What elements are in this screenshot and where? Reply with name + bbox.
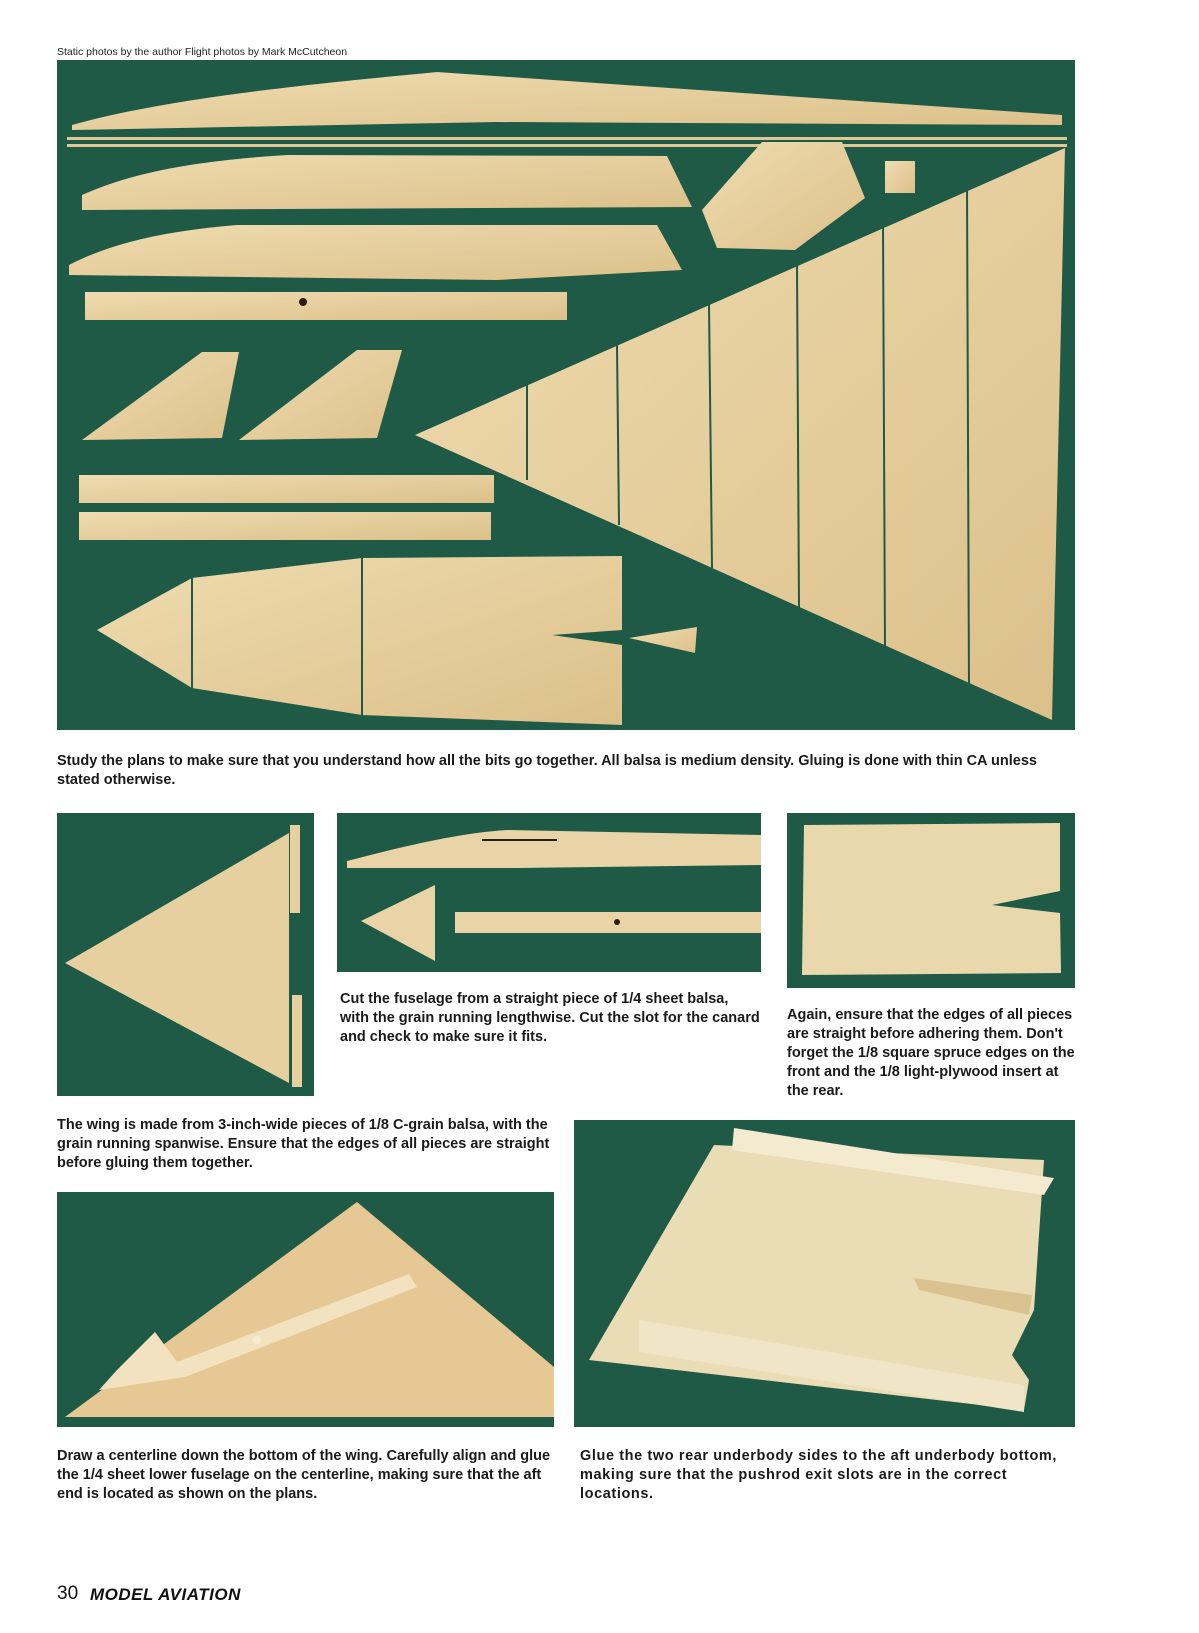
- caption-edges: Again, ensure that the edges of all pieces are straight before adhering them. Don't forget the 1/8 square spruce edges on the front and the 1/8 light-plywood insert at the rear.: [787, 1007, 1075, 1099]
- wing-edges-photo: [57, 813, 314, 1096]
- centerline-photo: [57, 1192, 554, 1427]
- caption-main: Study the plans to make sure that you understand how all the bits go together. All balsa is medium density. Gluing is done with thin CA unless stated otherwise.: [57, 753, 1037, 788]
- caption-fuselage: Cut the fuselage from a straight piece of 1/4 sheet balsa, with the grain running lengthwise. Cut the slot for the canard and check to make sure it fits.: [340, 991, 760, 1045]
- page-number: 30: [57, 1583, 79, 1604]
- main-parts-photo: [57, 60, 1075, 730]
- fuselage-photo: [337, 813, 761, 972]
- underbody-sides-photo: [574, 1120, 1075, 1427]
- photo-credit: Static photos by the author Flight photos by Mark McCutcheon: [57, 46, 348, 58]
- underbody-panel-photo: [787, 813, 1075, 988]
- magazine-name: MODEL AVIATION: [90, 1585, 241, 1604]
- caption-wing: The wing is made from 3-inch-wide pieces of 1/8 C-grain balsa, with the grain running spanwise. Ensure that the edges of all pieces are straight before gluing them together.: [57, 1117, 550, 1171]
- caption-centerline: Draw a centerline down the bottom of the wing. Carefully align and glue the 1/4 sheet lower fuselage on the centerline, making sure that the aft end is located as shown on the plans.: [57, 1448, 551, 1502]
- caption-underbody: Glue the two rear underbody sides to the aft underbody bottom, making sure that the pushrod exit slots are in the correct locations.: [580, 1448, 1058, 1502]
